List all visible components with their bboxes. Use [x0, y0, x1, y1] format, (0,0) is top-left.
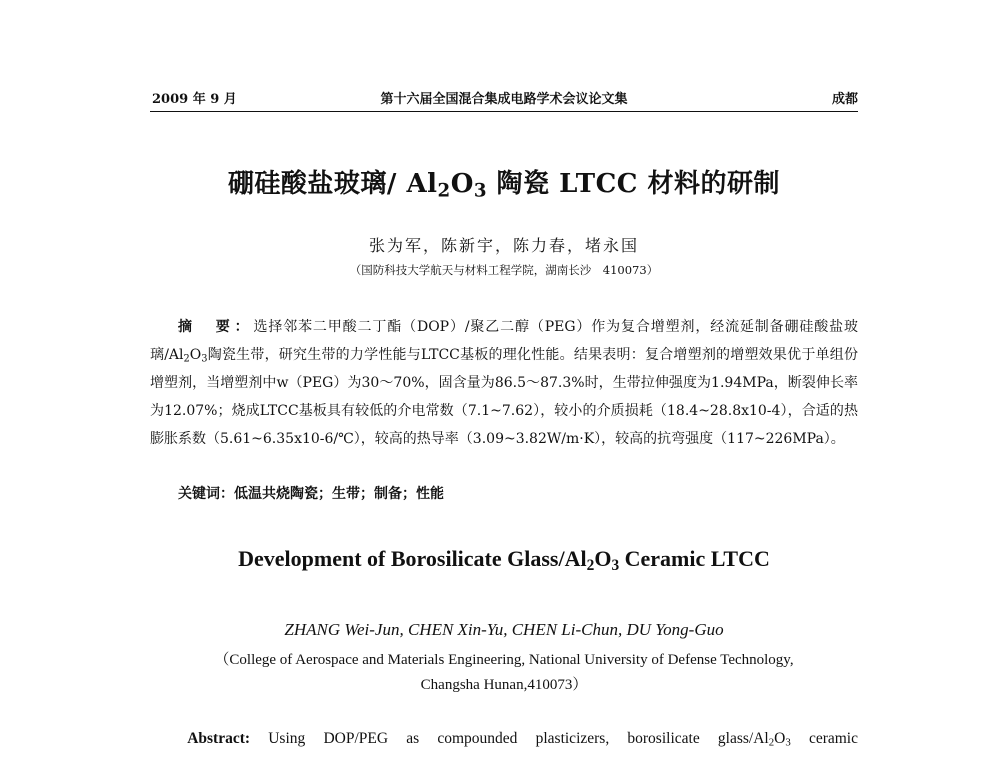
chinese-abstract-label: 摘 要： — [178, 319, 254, 335]
header-proceedings-title: 第十六届全国混合集成电路学术会议论文集 — [380, 92, 628, 107]
header-rule — [150, 111, 858, 112]
english-title: Development of Borosilicate Glass/$Al_2O_3$ Ceramic LTCC — [238, 546, 770, 574]
running-header — [150, 88, 858, 110]
chinese-affiliation: （国防科技大学航天与材料工程学院，湖南长沙 410073） — [349, 263, 659, 277]
english-abstract: Abstract: Using DOP/PEG as compounded plasticizers, borosilicate glass/$Al_2O_3$ ceramic — [187, 730, 858, 749]
english-affiliation — [150, 648, 858, 698]
english-abstract-label: Abstract: — [187, 730, 251, 747]
header-location: 成都 — [831, 92, 858, 107]
english-authors: ZHANG Wei-Jun, CHEN Xin-Yu, CHEN Li-Chun, DU Yong-Guo — [284, 620, 724, 639]
chinese-abstract: 摘 要：选择邻苯二甲酸二丁酯（DOP）/聚乙二醇（PEG）作为复合增塑剂，经流延制备硼硅酸盐玻璃$/Al_2O_3$陶瓷生带，研究生带的力学性能与LTCC基板的理化性能。结果表明：复合增塑剂的增塑效果优于单组份增塑剂，当增塑剂中w（PEG）为30～70%，固含量为86.5～87.3%时，生带拉伸强度为1.94MPa，断裂伸长率为12.07%；烧成LTCC基板具有较低的介电常数（7.1~7.62），较小的介质损耗（18.4~28.8x10-4），合适的热膨胀系数（5.61~6.35x10-6/℃），较高的热导率（3.09~3.82W/m·K），较高的抗弯强度（117~226MPa）。 — [150, 319, 858, 447]
chinese-authors: 张为军，陈新宇，陈力春，堵永国 — [368, 236, 639, 255]
header-date: 2009 年 9 月 — [152, 92, 237, 107]
chinese-title: 硼硅酸盐玻璃/ $Al_2O_3$ 陶瓷 LTCC 材料的研制 — [227, 169, 781, 202]
english-affiliation-line-1: （College of Aerospace and Materials Engineering, National University of Defense Technology, — [214, 652, 794, 668]
chinese-keywords: 关键词：低温共烧陶瓷；生带；制备；性能 — [178, 486, 444, 502]
english-affiliation-line-2: Changsha Hunan,410073） — [420, 677, 588, 693]
